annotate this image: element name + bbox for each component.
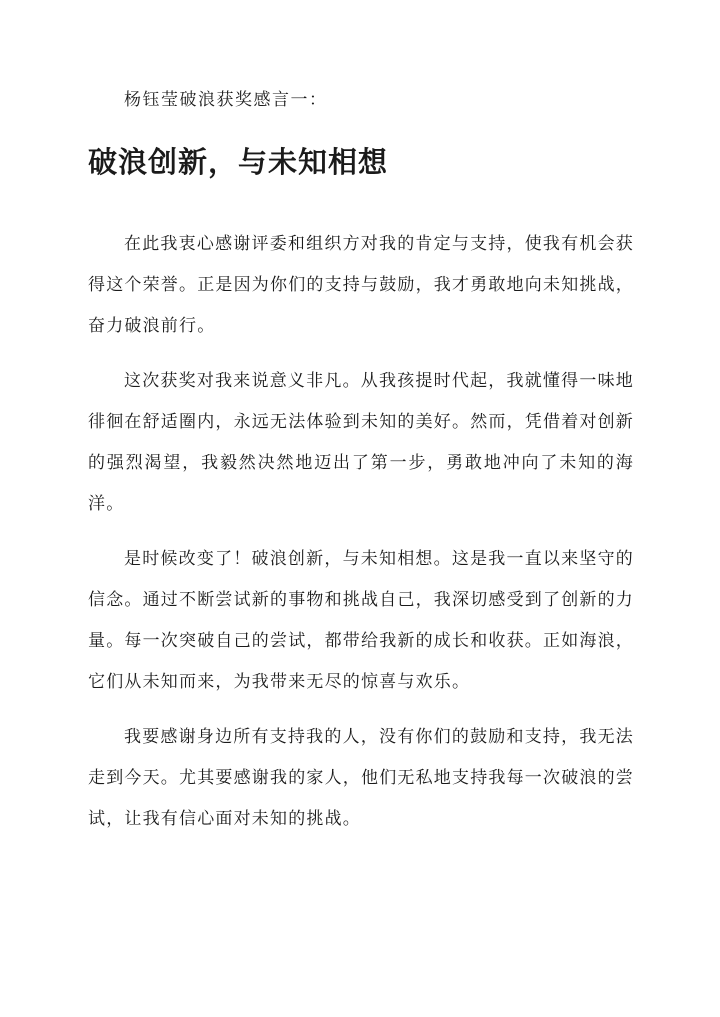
paragraph: 这次获奖对我来说意义非凡。从我孩提时代起，我就懂得一味地徘徊在舒适圈内，永远无法体验到未知的美好。然而，凭借着对创新的强烈渴望，我毅然决然地迈出了第一步，勇敢地冲向了未知的海洋。 xyxy=(88,371,634,514)
document-subtitle: 杨钰莹破浪获奖感言一： xyxy=(124,90,328,110)
document-body xyxy=(88,224,634,854)
document-title: 破浪创新，与未知相想 xyxy=(88,145,389,179)
paragraph: 我要感谢身边所有支持我的人，没有你们的鼓励和支持，我无法走到今天。尤其要感谢我的家人，他们无私地支持我每一次破浪的尝试，让我有信心面对未知的挑战。 xyxy=(88,727,634,829)
paragraph: 在此我衷心感谢评委和组织方对我的肯定与支持，使我有机会获得这个荣誉。正是因为你们的支持与鼓励，我才勇敢地向未知挑战，奋力破浪前行。 xyxy=(88,234,634,336)
paragraph: 是时候改变了！破浪创新，与未知相想。这是我一直以来坚守的信念。通过不断尝试新的事物和挑战自己，我深切感受到了创新的力量。每一次突破自己的尝试，都带给我新的成长和收获。正如海浪，它们从未知而来，为我带来无尽的惊喜与欢乐。 xyxy=(88,549,634,692)
